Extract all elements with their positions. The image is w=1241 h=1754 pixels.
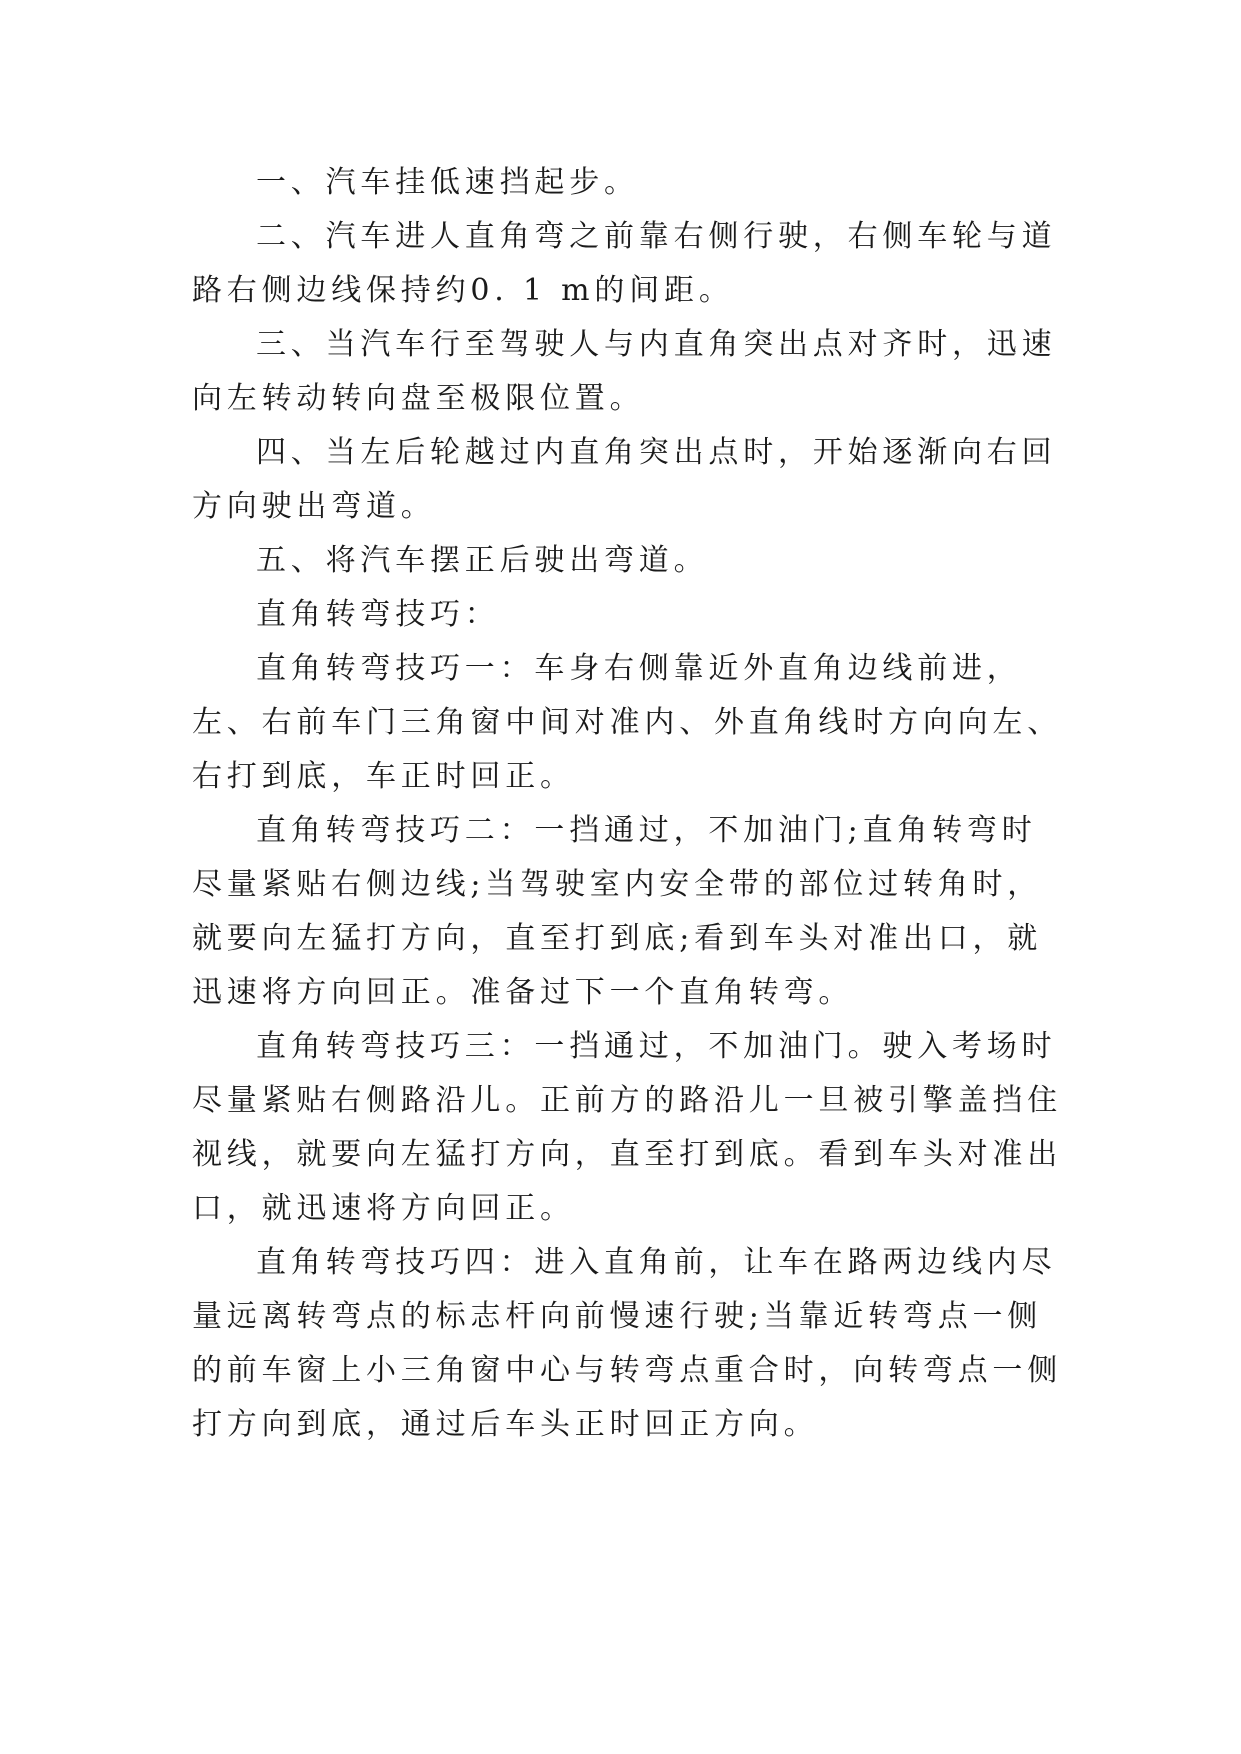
paragraph-step-1: 一、汽车挂低速挡起步。 [256,165,639,200]
paragraph-tip-1: 直角转弯技巧一：车身右侧靠近外直角边线前进，左、右前车门三角窗中间对准内、外直角线时方向向左、右打到底，车正时回正。 [192,651,1062,794]
paragraph-step-4: 四、当左后轮越过内直角突出点时，开始逐渐向右回方向驶出弯道。 [192,435,1057,524]
document-body [192,156,1062,1452]
paragraph-tip-4: 直角转弯技巧四：进入直角前，让车在路两边线内尽量远离转弯点的标志杆向前慢速行驶;当靠近转弯点一侧的前车窗上小三角窗中心与转弯点重合时，向转弯点一侧打方向到底，通过后车头正时回正方向。 [192,1245,1062,1442]
paragraph-step-3: 三、当汽车行至驾驶人与内直角突出点对齐时，迅速向左转动转向盘至极限位置。 [192,327,1057,416]
section-heading: 直角转弯技巧： [256,597,500,632]
paragraph-step-5: 五、将汽车摆正后驶出弯道。 [256,543,709,578]
paragraph-tip-2: 直角转弯技巧二：一挡通过，不加油门;直角转弯时尽量紧贴右侧边线;当驾驶室内安全带的部位过转角时，就要向左猛打方向，直至打到底;看到车头对准出口，就迅速将方向回正。准备过下一个直角转弯。 [192,813,1043,1010]
paragraph-step-2: 二、汽车进人直角弯之前靠右侧行驶，右侧车轮与道路右侧边线保持约0. 1 m的间距。 [192,219,1057,308]
paragraph-tip-3: 直角转弯技巧三：一挡通过，不加油门。驶入考场时尽量紧贴右侧路沿儿。正前方的路沿儿一旦被引擎盖挡住视线，就要向左猛打方向，直至打到底。看到车头对准出口，就迅速将方向回正。 [192,1029,1062,1226]
